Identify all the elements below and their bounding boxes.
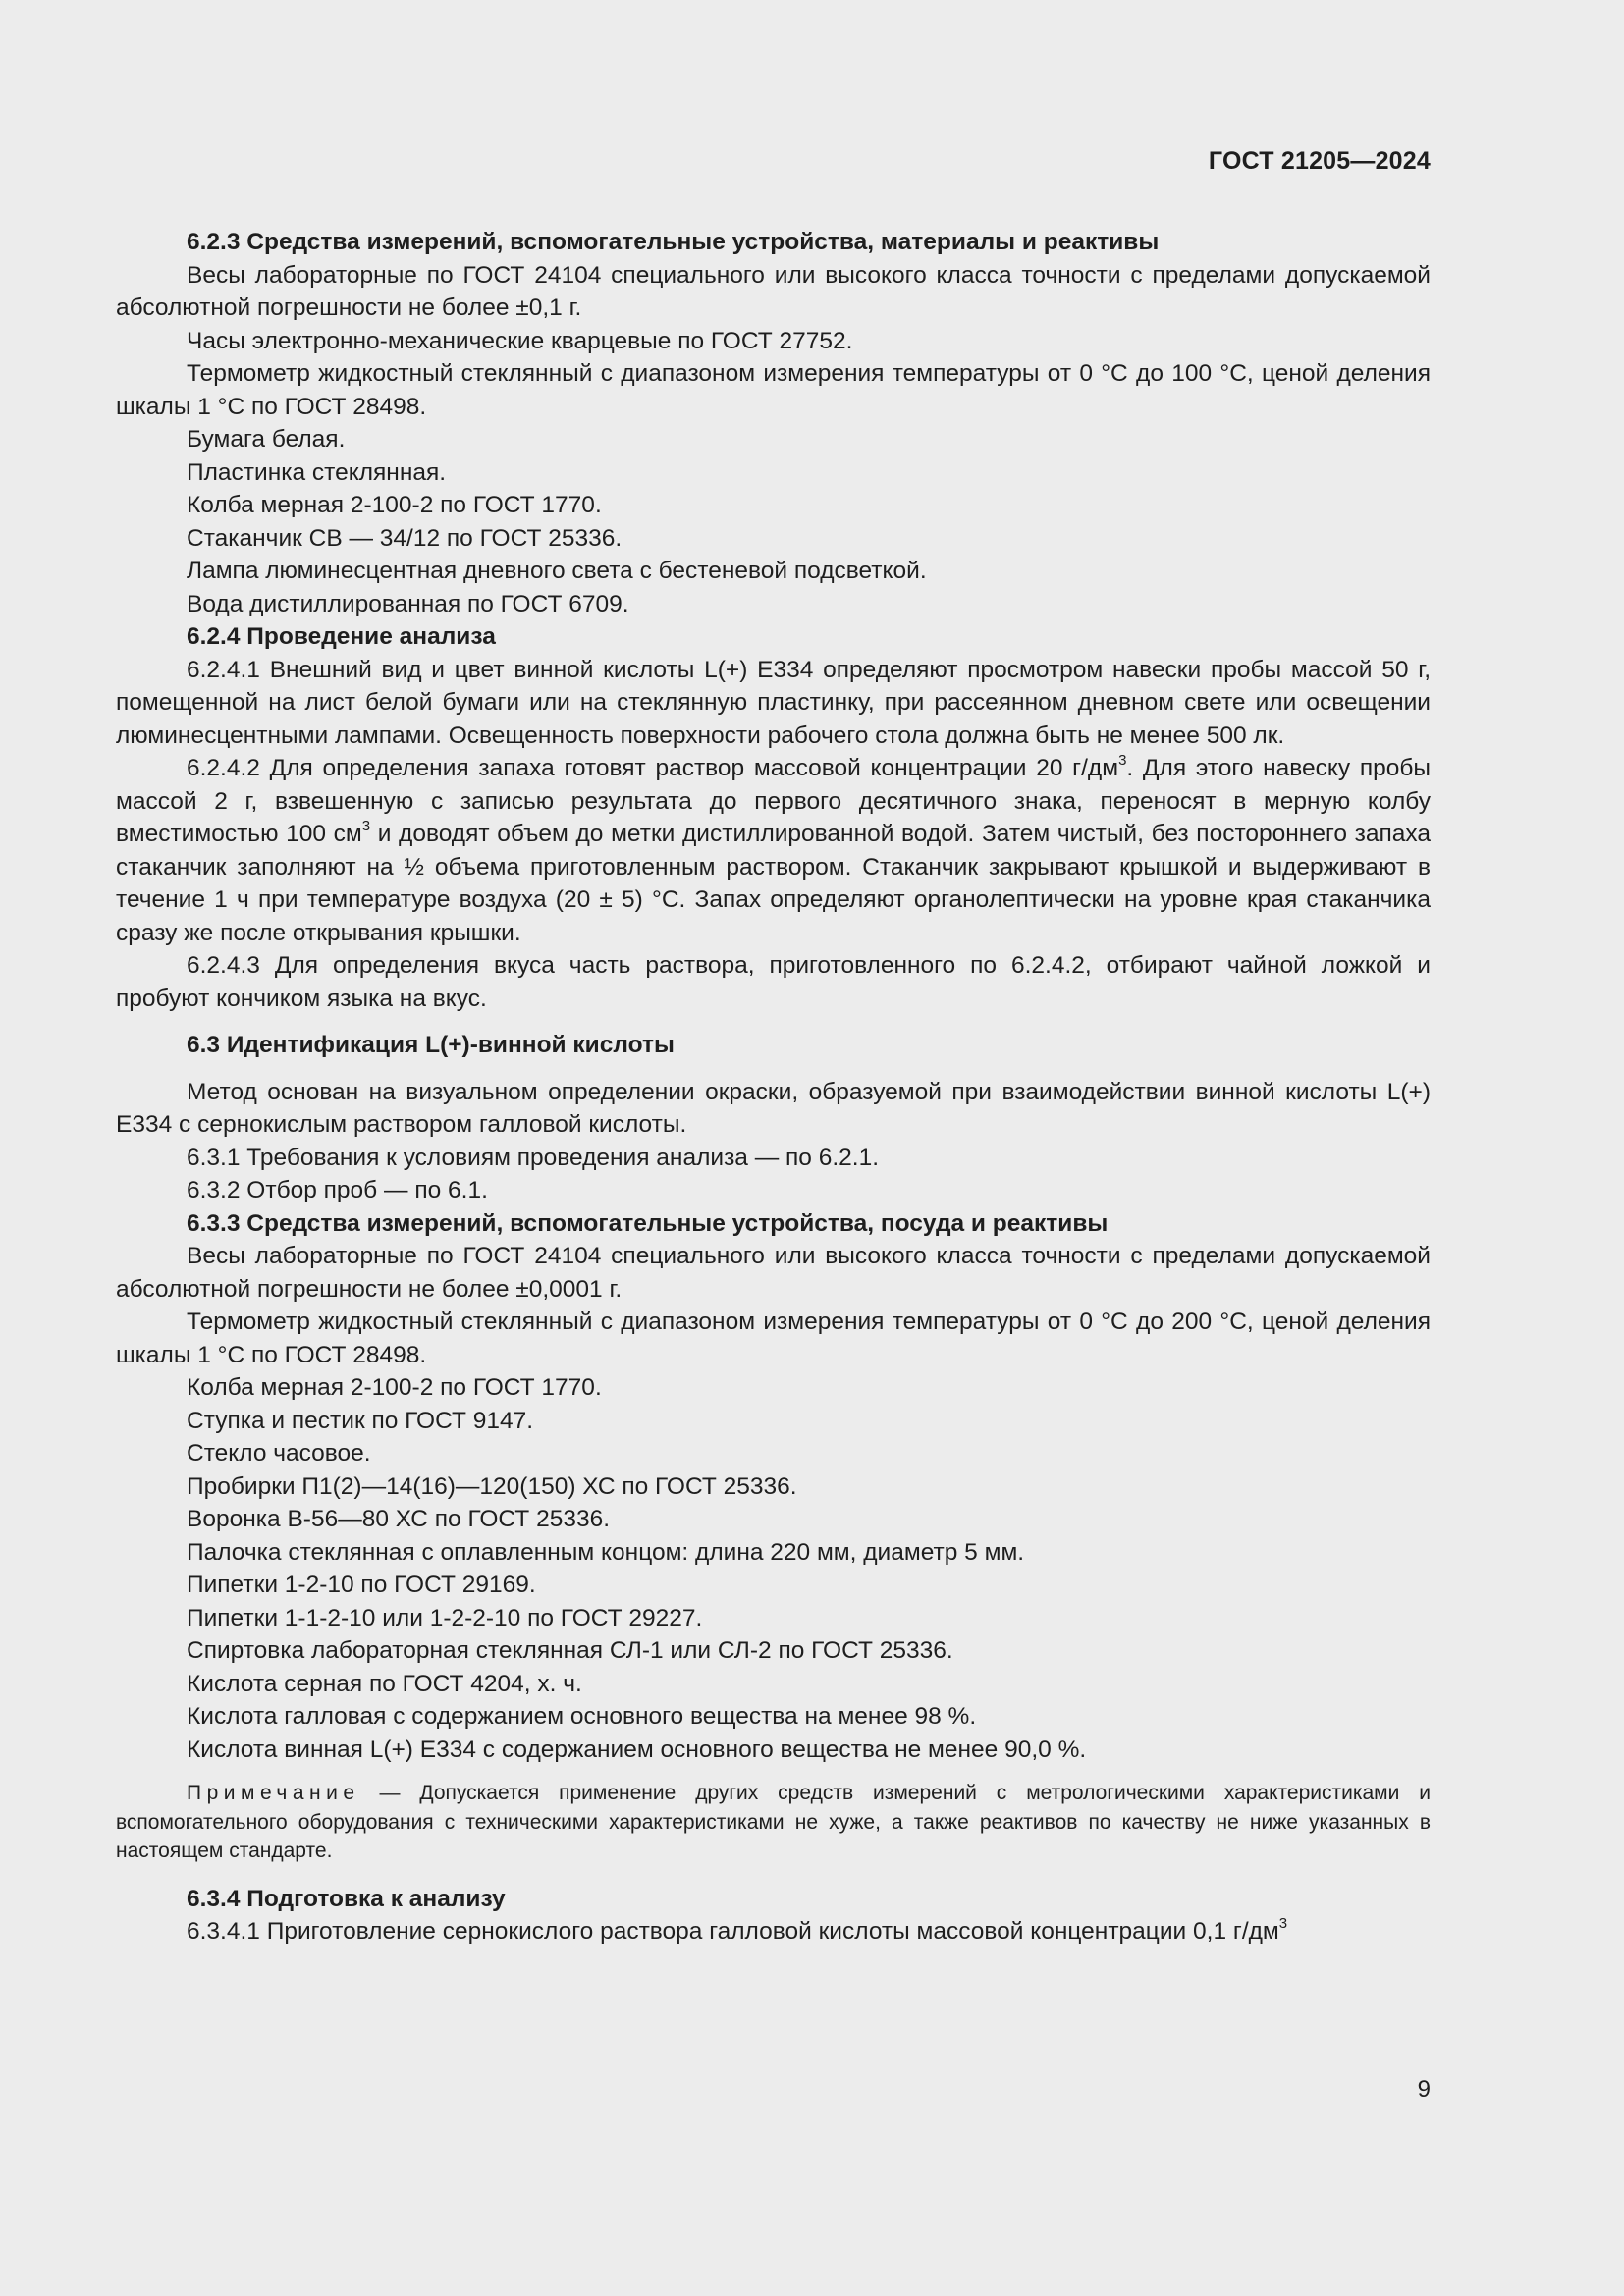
list-item: Термометр жидкостный стеклянный с диапазоном измерения температуры от 0 °С до 100 °С, ценой деления шкалы 1 °С по ГОСТ 28498.: [116, 360, 1431, 420]
list-item: Ступка и пестик по ГОСТ 9147.: [187, 1407, 534, 1434]
paragraph-text: 6.3.4.1 Приготовление сернокислого раствора галловой кислоты массовой концентрации 0,1 г/дм: [187, 1918, 1279, 1945]
list-item: Воронка В-56—80 ХС по ГОСТ 25336.: [187, 1506, 611, 1532]
paragraph-6-3-intro: Метод основан на визуальном определении окраски, образуемой при взаимодействии винной кислоты L(+) Е334 с сернокислым раствором галловой кислоты.: [116, 1078, 1431, 1138]
paragraph-6-2-4-2: [116, 752, 1431, 949]
section-heading-6-2-4: 6.2.4 Проведение анализа: [187, 623, 496, 650]
list-item: Вода дистиллированная по ГОСТ 6709.: [187, 590, 629, 617]
paragraph-6-2-4-1: 6.2.4.1 Внешний вид и цвет винной кислоты L(+) Е334 определяют просмотром навески пробы массой 50 г, помещенной на лист белой бумаги или на стеклянную пластинку, при рассеянном дневном свете или освещении люминесцентными лампами. Освещенность поверхности рабочего стола должна быть не менее 500 лк.: [116, 656, 1431, 749]
list-item: Пробирки П1(2)—14(16)—120(150) ХС по ГОСТ 25336.: [187, 1472, 797, 1500]
paragraph-6-2-4-3: 6.2.4.3 Для определения вкуса часть раствора, приготовленного по 6.2.4.2, отбирают чайной ложкой и пробуют кончиком языка на вкус.: [116, 952, 1431, 1012]
list-item: Колба мерная 2-100-2 по ГОСТ 1770.: [187, 492, 602, 518]
paragraph-text: . Для этого навеску пробы массой 2 г, взвешенную с записью результата до первого десятичного знака, переносят в мерную колбу вместимостью 100 см: [116, 755, 1431, 847]
list-item: Весы лабораторные по ГОСТ 24104 специального или высокого класса точности с пределами допускаемой абсолютной погрешности не более ±0,0001 г.: [116, 1243, 1431, 1303]
section-heading-6-3-4: 6.3.4 Подготовка к анализу: [187, 1885, 506, 1912]
list-item: Палочка стеклянная с оплавленным концом: длина 220 мм, диаметр 5 мм.: [187, 1538, 1025, 1566]
list-item: Кислота серная по ГОСТ 4204, х. ч.: [187, 1670, 582, 1697]
document-id-header: ГОСТ 21205—2024: [1208, 147, 1431, 175]
list-item: Термометр жидкостный стеклянный с диапазоном измерения температуры от 0 °С до 200 °С, ценой деления шкалы 1 °С по ГОСТ 28498.: [116, 1308, 1431, 1368]
list-item: Кислота винная L(+) Е334 с содержанием основного вещества не менее 90,0 %.: [187, 1735, 1087, 1763]
list-item: Спиртовка лабораторная стеклянная СЛ-1 или СЛ-2 по ГОСТ 25336.: [187, 1637, 953, 1664]
list-item: Бумага белая.: [187, 426, 346, 453]
superscript: 3: [1118, 751, 1127, 769]
paragraph-6-3-4-1: [116, 1915, 1431, 1949]
paragraph-text: и доводят объем до метки дистиллированной водой. Затем чистый, без постороннего запаха стаканчик заполняют на ½ объема приготовленным раствором. Стаканчик закрывают крышкой и выдерживают в течение 1 ч при температуре воздуха (20 ± 5) °С. Запах определяют органолептически на уровне края стаканчика сразу же после открывания крышки.: [116, 821, 1431, 946]
section-heading-6-3-3: 6.3.3 Средства измерений, вспомогательные устройства, посуда и реактивы: [187, 1209, 1109, 1237]
paragraph-6-3-1: 6.3.1 Требования к условиям проведения анализа — по 6.2.1.: [187, 1144, 880, 1171]
paragraph-text: 6.2.4.2 Для определения запаха готовят раствор массовой концентрации 20 г/дм: [187, 755, 1119, 781]
note-text: — Допускается применение других средств измерений с метрологическими характеристиками и вспомогательного оборудования с техническими характеристиками не хуже, а также реактивов по качеству не ниже указанных в настоящем стандарте.: [116, 1782, 1431, 1862]
list-item: Часы электронно-механические кварцевые по ГОСТ 27752.: [187, 327, 853, 354]
superscript: 3: [361, 817, 371, 834]
list-item: Стекло часовое.: [187, 1440, 371, 1467]
list-item: Колба мерная 2-100-2 по ГОСТ 1770.: [187, 1374, 602, 1401]
list-item: Пластинка стеклянная.: [187, 458, 447, 486]
section-heading-6-3: 6.3 Идентификация L(+)-винной кислоты: [187, 1032, 675, 1058]
list-item: Кислота галловая с содержанием основного вещества на менее 98 %.: [187, 1703, 977, 1730]
note: [116, 1779, 1431, 1866]
list-item: Весы лабораторные по ГОСТ 24104 специального или высокого класса точности с пределами допускаемой абсолютной погрешности не более ±0,1 г.: [116, 261, 1431, 321]
list-item: Лампа люминесцентная дневного света с бестеневой подсветкой.: [187, 558, 927, 584]
list-item: Пипетки 1-1-2-10 или 1-2-2-10 по ГОСТ 29227.: [187, 1604, 703, 1631]
section-heading-6-2-3: 6.2.3 Средства измерений, вспомогательные устройства, материалы и реактивы: [187, 229, 1160, 255]
document-body: [116, 226, 1431, 1949]
paragraph-6-3-2: 6.3.2 Отбор проб — по 6.1.: [187, 1177, 488, 1203]
note-label: Примечание: [187, 1782, 360, 1804]
superscript: 3: [1278, 1914, 1288, 1932]
list-item: Пипетки 1-2-10 по ГОСТ 29169.: [187, 1572, 536, 1598]
page-number: 9: [1417, 2076, 1431, 2103]
list-item: Стаканчик СВ — 34/12 по ГОСТ 25336.: [187, 524, 623, 552]
